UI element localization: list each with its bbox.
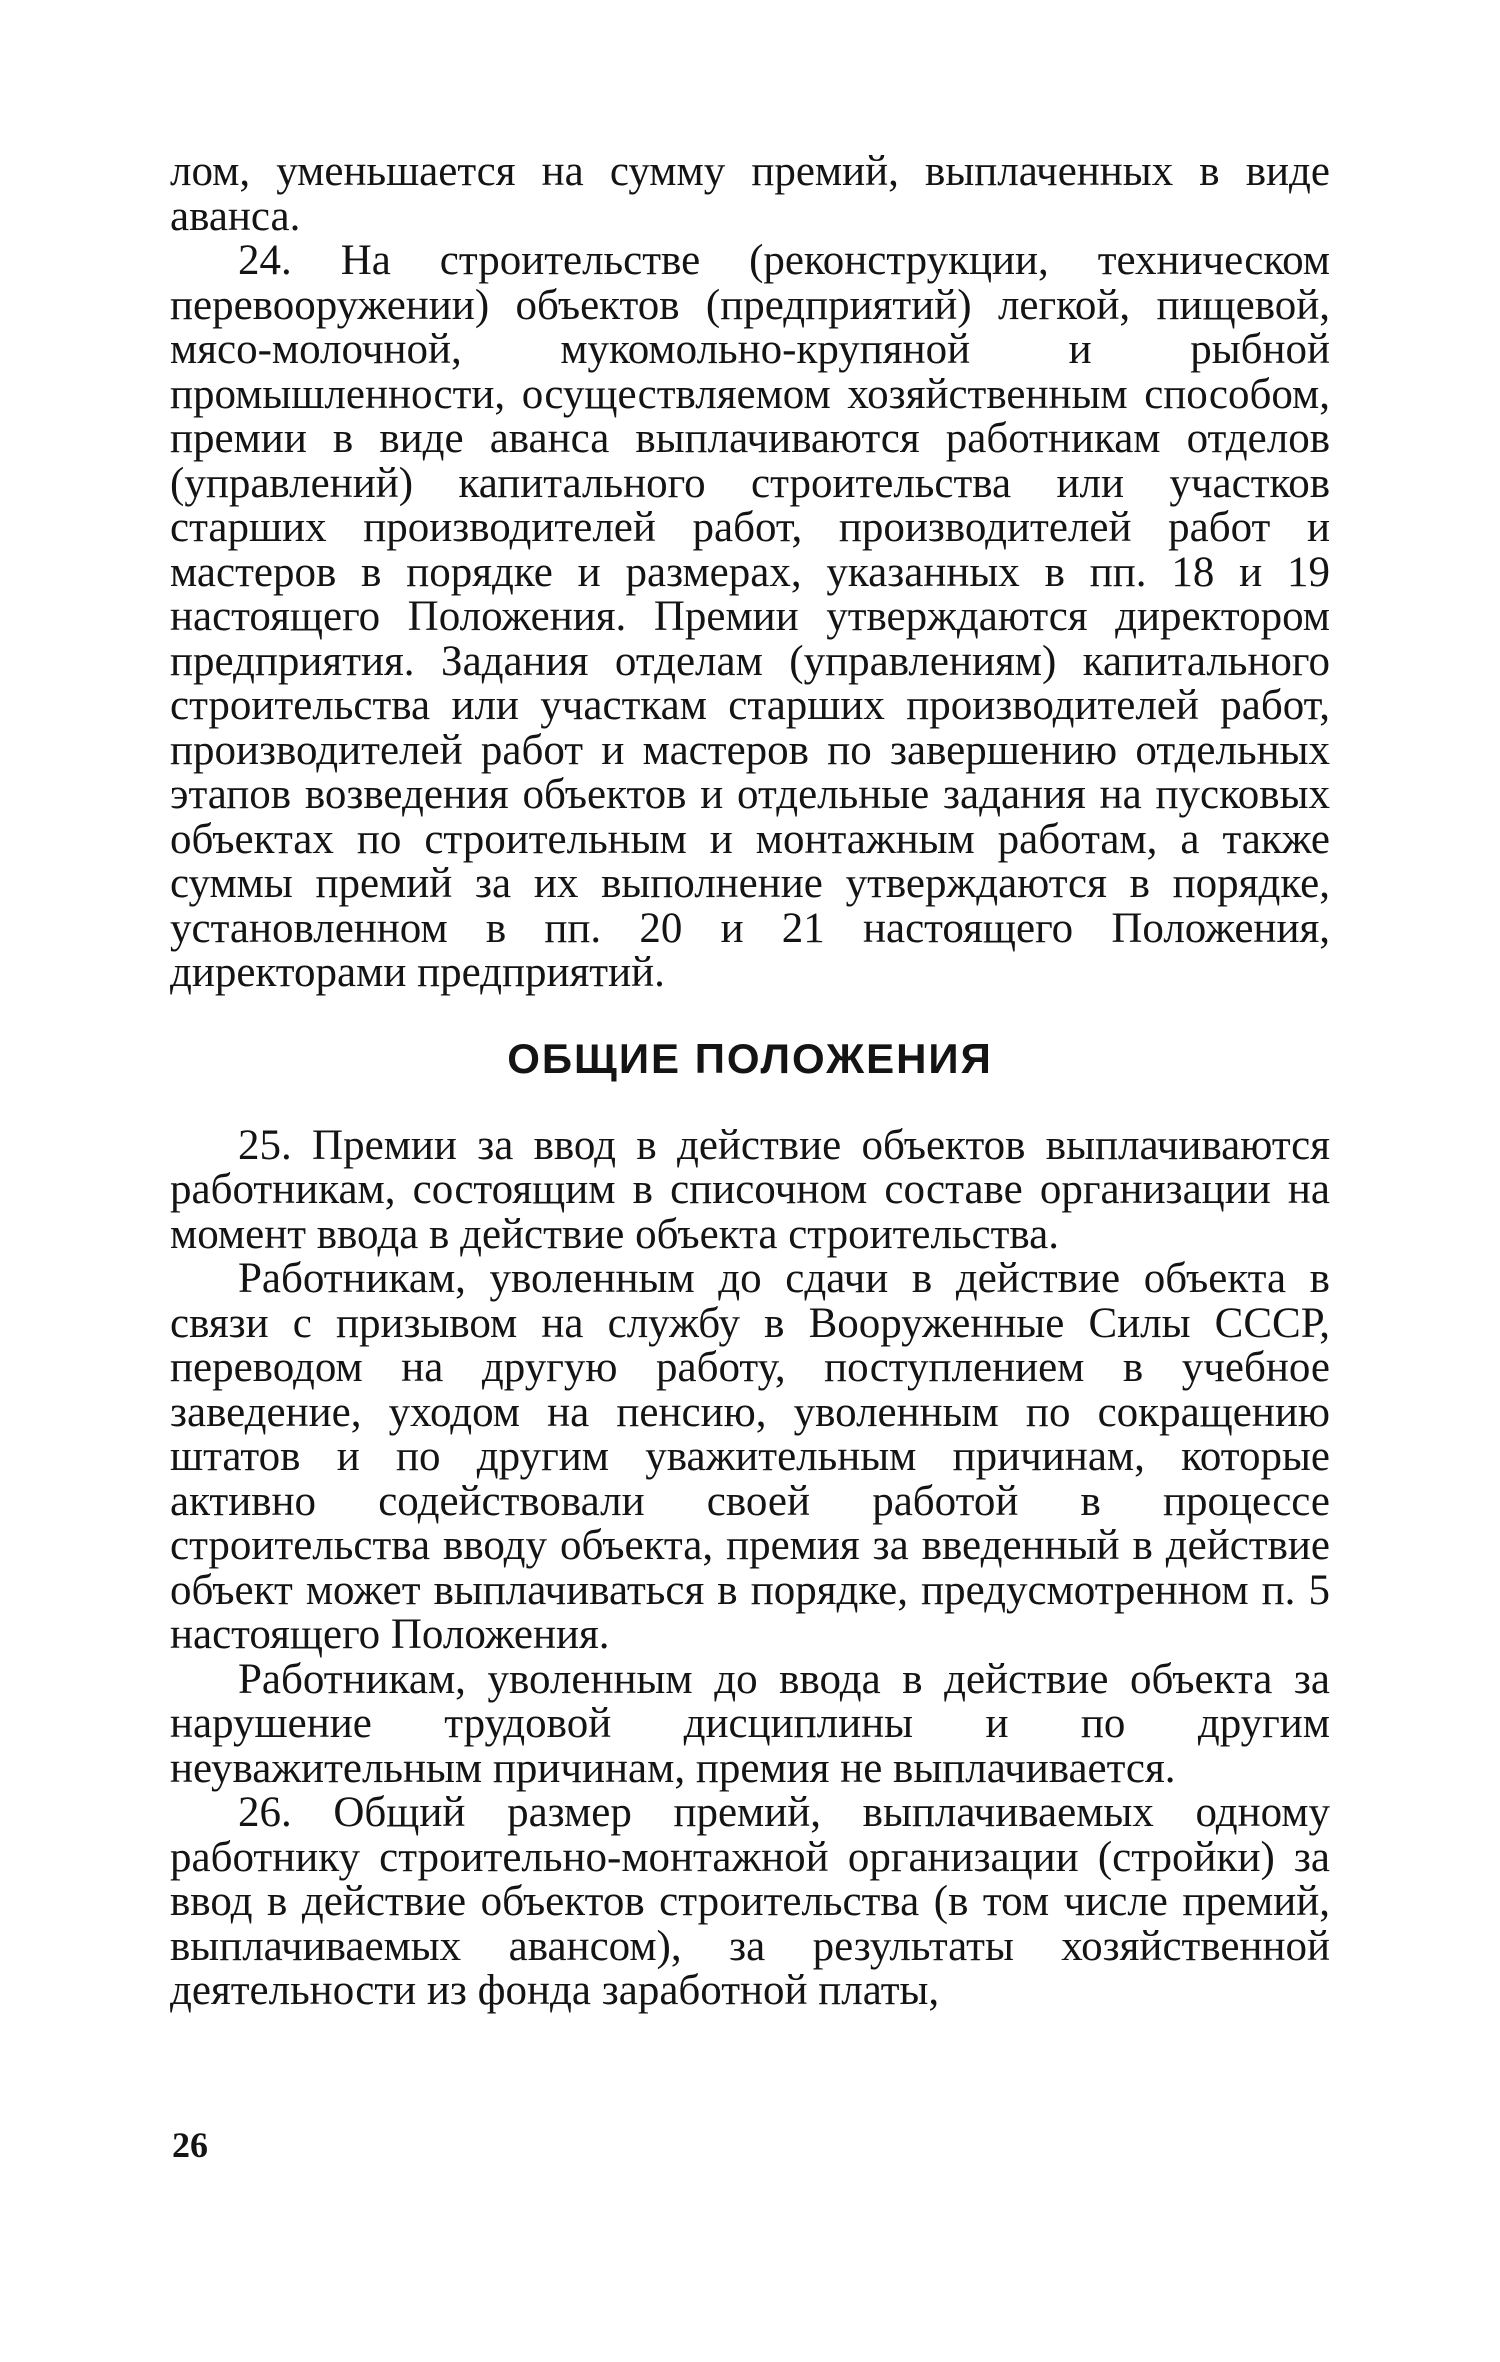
paragraph-item-25: 25. Премии за ввод в действие объектов выплачиваются работникам, состоящим в списочном составе организации на момент ввода в действие объекта строительства. — [170, 1121, 1330, 1258]
paragraph-dismissed-invalid-reasons: Работникам, уволенным до ввода в действие объекта за нарушение трудовой дисциплины и по другим неуважительным причинам, премия не выплачивается. — [170, 1655, 1330, 1792]
paragraph-continuation: лом, уменьшается на сумму премий, выплаченных в виде аванса. — [170, 148, 1330, 240]
paragraph-item-26: 26. Общий размер премий, выплачиваемых одному работнику строительно-монтажной организации (стройки) за ввод в действие объектов строительства (в том числе премий, выплачиваемых авансом), за результаты хозяйственной деятельности из фонда заработной платы, — [170, 1789, 1330, 2014]
paragraph-item-24: 24. На строительстве (реконструкции, техническом перевооружении) объектов (предприятий) легкой, пищевой, мясо-молочной, мукомольно-крупяной и рыбной промышленности, осуществляемом хозяйственным способом, премии в виде аванса выплачиваются работникам отделов (управлений) капитального строительства или участков старших производителей работ, производителей работ и мастеров в порядке и размерах, указанных в пп. 18 и 19 настоящего Положения. Премии утверждаются директором предприятия. Задания отделам (управлениям) капитального строительства или участкам старших производителей работ, производителей работ и мастеров по завершению отдельных этапов возведения объектов и отдельные задания на пусковых объектах по строительным и монтажным работам, а также суммы премий за их выполнение утверждаются в порядке, установленном в пп. 20 и 21 настоящего Положения, директорами предприятий. — [170, 237, 1330, 996]
section-heading: ОБЩИЕ ПОЛОЖЕНИЯ — [507, 1034, 993, 1082]
paragraph-dismissed-valid-reasons: Работникам, уволенным до сдачи в действие объекта в связи с призывом на службу в Вооруженные Силы СССР, переводом на другую работу, поступлением в учебное заведение, уходом на пенсию, уволенным по сокращению штатов и по другим уважительным причинам, которые активно содействовали своей работой в процессе строительства вводу объекта, премия за введенный в действие объект может выплачиваться в порядке, предусмотренном п. 5 настоящего Положения. — [170, 1255, 1330, 1658]
page-number: 26 — [172, 2125, 208, 2165]
page-body — [170, 150, 1330, 2014]
